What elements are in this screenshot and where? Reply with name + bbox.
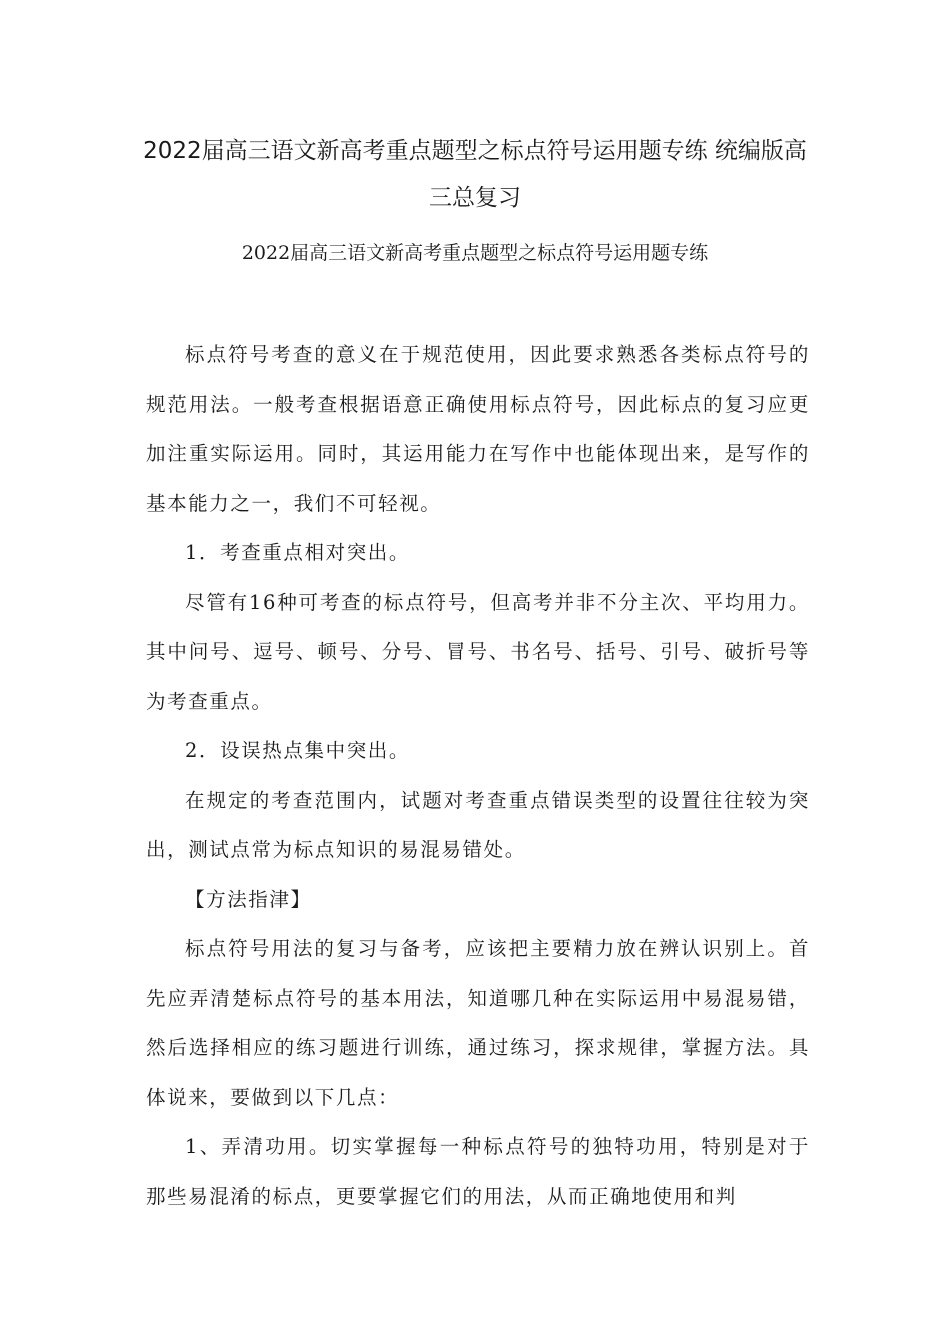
paragraph-method-heading: 【方法指津】	[185, 887, 312, 911]
paragraph-point-2: 2．设误热点集中突出。	[185, 739, 411, 762]
document-subtitle: 2022届高三语文新高考重点题型之标点符号运用题专练	[241, 242, 709, 264]
paragraph-point-1: 1．考查重点相对突出。	[185, 541, 411, 564]
paragraph-point-2-detail: 在规定的考查范围内，试题对考查重点错误类型的设置往往较为突出，测试点常为标点知识的易混易错处。	[146, 788, 810, 861]
paragraph-method-detail: 标点符号用法的复习与备考，应该把主要精力放在辨认识别上。首先应弄清楚标点符号的基本用法，知道哪几种在实际运用中易混易错，然后选择相应的练习题进行训练，通过练习，探求规律，掌握方法。具体说来，要做到以下几点：	[146, 937, 810, 1109]
paragraph-point-1-detail: 尽管有16种可考查的标点符号，但高考并非不分主次、平均用力。其中问号、逗号、顿号、分号、冒号、书名号、括号、引号、破折号等为考查重点。	[146, 590, 810, 713]
document-body	[146, 330, 810, 1221]
paragraph-intro: 标点符号考查的意义在于规范使用，因此要求熟悉各类标点符号的规范用法。一般考查根据语意正确使用标点符号，因此标点的复习应更加注重实际运用。同时，其运用能力在写作中也能体现出来，是写作的基本能力之一，我们不可轻视。	[146, 343, 810, 515]
document-title: 2022届高三语文新高考重点题型之标点符号运用题专练 统编版高三总复习	[143, 138, 807, 211]
paragraph-method-step-1: 1、弄清功用。切实掌握每一种标点符号的独特功用，特别是对于那些易混淆的标点，更要掌握它们的用法，从而正确地使用和判	[146, 1135, 810, 1208]
